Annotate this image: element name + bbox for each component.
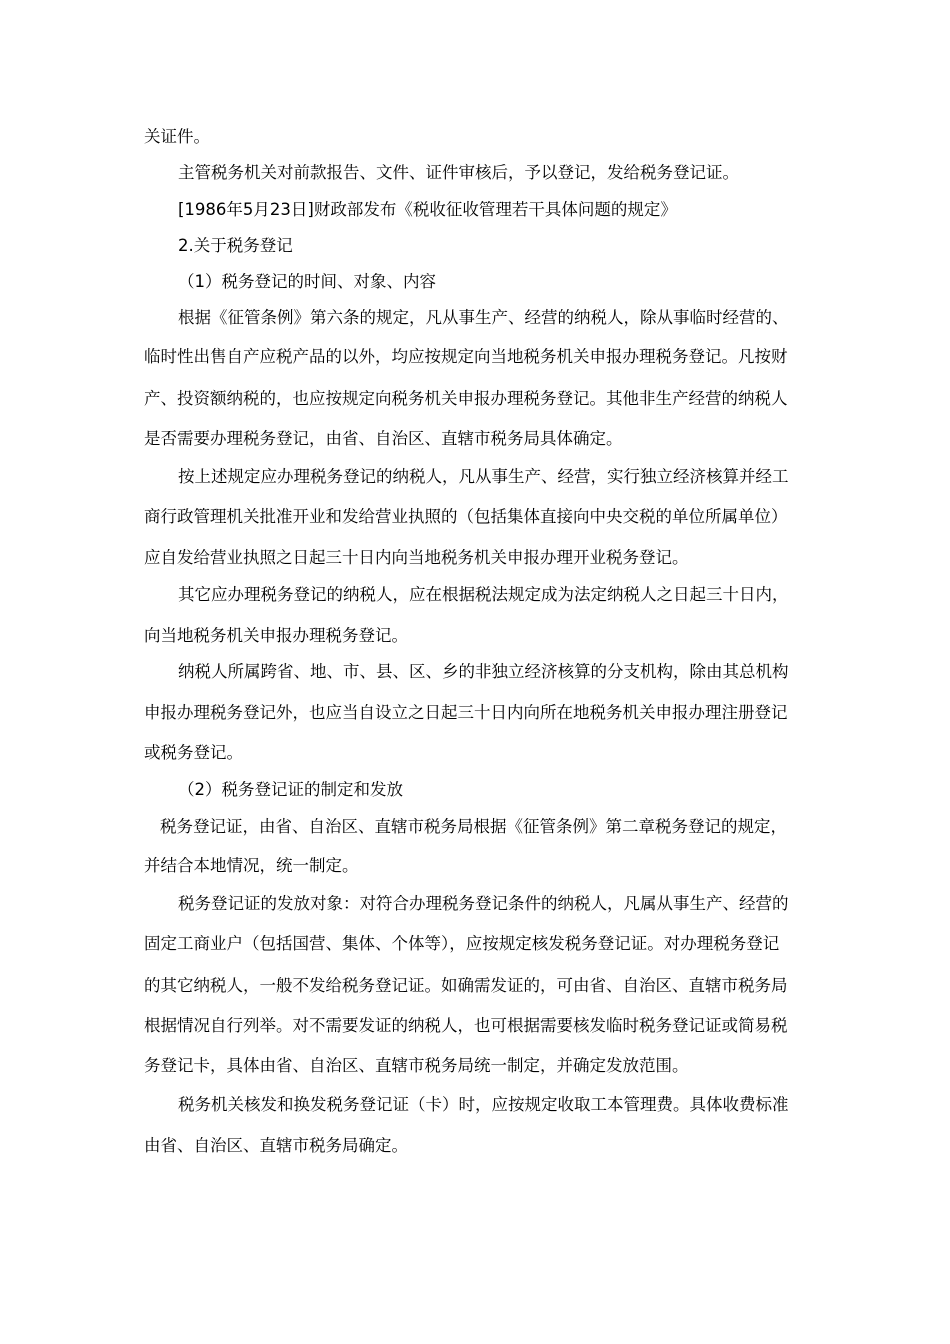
text-line: 主管税务机关对前款报告、文件、证件审核后，予以登记，发给税务登记证。 xyxy=(178,163,739,182)
section-heading: 2.关于税务登记 xyxy=(178,236,293,255)
text-line: 是否需要办理税务登记，由省、自治区、直辖市税务局具体确定。 xyxy=(144,429,623,448)
subsection-heading: （1）税务登记的时间、对象、内容 xyxy=(178,272,436,291)
text-line: 按上述规定应办理税务登记的纳税人，凡从事生产、经营，实行独立经济核算并经工 xyxy=(178,467,789,486)
text-line: 根据情况自行列举。对不需要发证的纳税人，也可根据需要核发临时税务登记证或简易税 xyxy=(144,1016,788,1035)
text-line: 税务机关核发和换发税务登记证（卡）时，应按规定收取工本管理费。具体收费标准 xyxy=(178,1095,789,1114)
subsection-heading: （2）税务登记证的制定和发放 xyxy=(178,780,403,799)
text-line: 应自发给营业执照之日起三十日内向当地税务机关申报办理开业税务登记。 xyxy=(144,548,689,567)
text-line: 税务登记证的发放对象：对符合办理税务登记条件的纳税人，凡属从事生产、经营的 xyxy=(178,894,789,913)
text-line: 的其它纳税人，一般不发给税务登记证。如确需发证的，可由省、自治区、直辖市税务局 xyxy=(144,976,788,995)
text-line: 或税务登记。 xyxy=(144,743,243,762)
text-line: 商行政管理机关批准开业和发给营业执照的（包括集体直接向中央交税的单位所属单位） xyxy=(144,507,788,526)
text-line: 由省、自治区、直辖市税务局确定。 xyxy=(144,1136,408,1155)
text-line: 关证件。 xyxy=(144,127,210,146)
text-line: 固定工商业户（包括国营、集体、个体等），应按规定核发税务登记证。对办理税务登记 xyxy=(144,934,780,953)
text-line: 其它应办理税务登记的纳税人，应在根据税法规定成为法定纳税人之日起三十日内， xyxy=(178,585,789,604)
text-line: 纳税人所属跨省、地、市、县、区、乡的非独立经济核算的分支机构，除由其总机构 xyxy=(178,662,789,681)
text-line: 税务登记证，由省、自治区、直辖市税务局根据《征管条例》第二章税务登记的规定， xyxy=(160,817,787,836)
text-line: 临时性出售自产应税产品的以外，均应按规定向当地税务机关申报办理税务登记。凡按财 xyxy=(144,347,788,366)
text-line: [1986年5月23日]财政部发布《税收征收管理若干具体问题的规定》 xyxy=(178,200,677,219)
text-line: 向当地税务机关申报办理税务登记。 xyxy=(144,626,408,645)
text-line: 并结合本地情况，统一制定。 xyxy=(144,856,359,875)
text-line: 根据《征管条例》第六条的规定，凡从事生产、经营的纳税人，除从事临时经营的、 xyxy=(178,308,789,327)
text-line: 务登记卡，具体由省、自治区、直辖市税务局统一制定，并确定发放范围。 xyxy=(144,1056,689,1075)
text-line: 产、投资额纳税的，也应按规定向税务机关申报办理税务登记。其他非生产经营的纳税人 xyxy=(144,389,788,408)
text-line: 申报办理税务登记外，也应当自设立之日起三十日内向所在地税务机关申报办理注册登记 xyxy=(144,703,788,722)
